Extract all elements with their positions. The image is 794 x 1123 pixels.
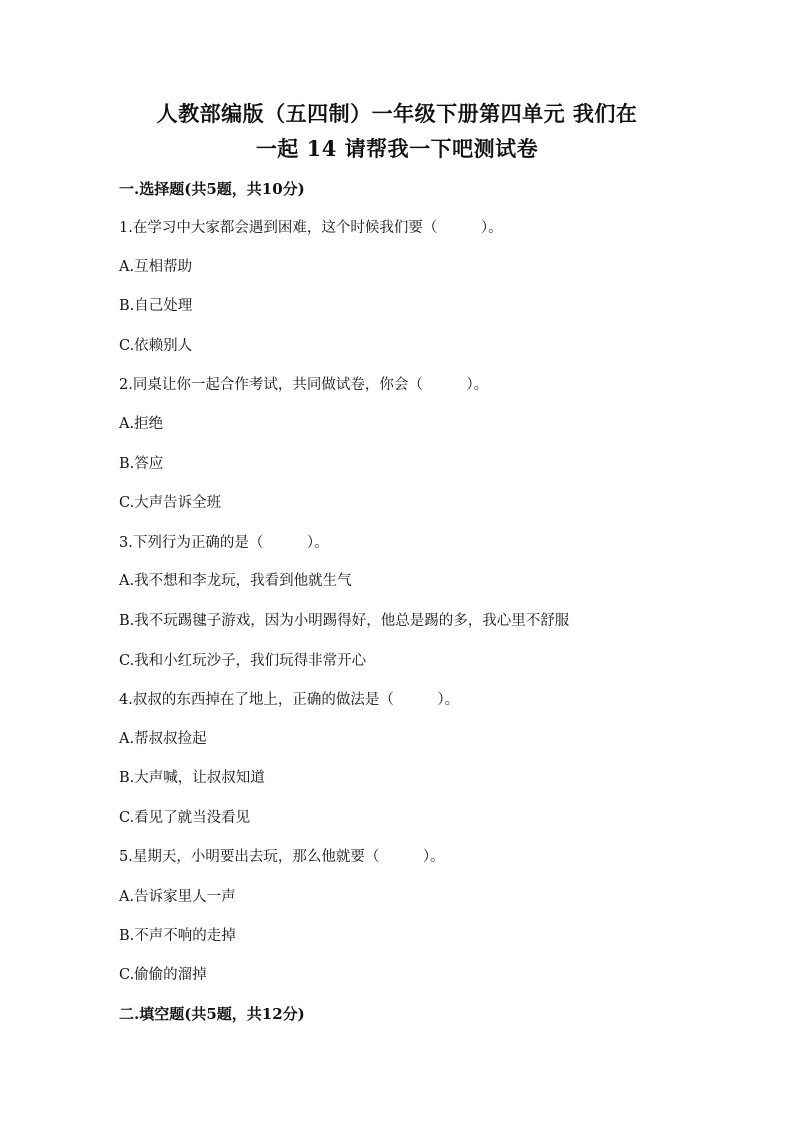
page-title-line1: 人教部编版（五四制）一年级下册第四单元 我们在 [156,101,638,126]
question-stem-1: 1.在学习中大家都会遇到困难，这个时候我们要（ ）。 [119,220,503,236]
question-stem-5: 5.星期天，小明要出去玩，那么他就要（ ）。 [119,849,445,865]
question-3-option-a: A.我不想和李龙玩，我看到他就生气 [119,573,352,589]
question-stem-3: 3.下列行为正确的是（ ）。 [119,535,329,551]
question-1-option-a: A.互相帮助 [119,259,193,275]
question-4-option-a: A.帮叔叔捡起 [119,731,207,747]
section-heading-choice: 一.选择题(共5题，共10分) [119,180,305,198]
question-3-option-b: B.我不玩踢毽子游戏，因为小明踢得好，他总是踢的多，我心里不舒服 [119,613,570,629]
question-5-option-c: C.偷偷的溜掉 [119,967,207,983]
question-3-option-c: C.我和小红玩沙子，我们玩得非常开心 [119,653,367,669]
question-5-option-b: B.不声不响的走掉 [119,928,236,944]
section-heading-fill-blank: 二.填空题(共5题，共12分) [119,1005,305,1023]
question-2-option-c: C.大声告诉全班 [119,495,222,511]
question-5-option-a: A.告诉家里人一声 [119,889,236,905]
question-2-option-a: A.拒绝 [119,416,164,432]
question-1-option-b: B.自己处理 [119,298,193,314]
question-2-option-b: B.答应 [119,456,164,472]
question-4-option-c: C.看见了就当没看见 [119,810,251,826]
question-stem-4: 4.叔叔的东西掉在了地上，正确的做法是（ ）。 [119,692,460,708]
question-stem-2: 2.同桌让你一起合作考试，共同做试卷，你会（ ）。 [119,377,489,393]
page-title-line2: 一起 14 请帮我一下吧测试卷 [255,136,539,161]
question-4-option-b: B.大声喊，让叔叔知道 [119,770,265,786]
question-1-option-c: C.依赖别人 [119,338,193,354]
